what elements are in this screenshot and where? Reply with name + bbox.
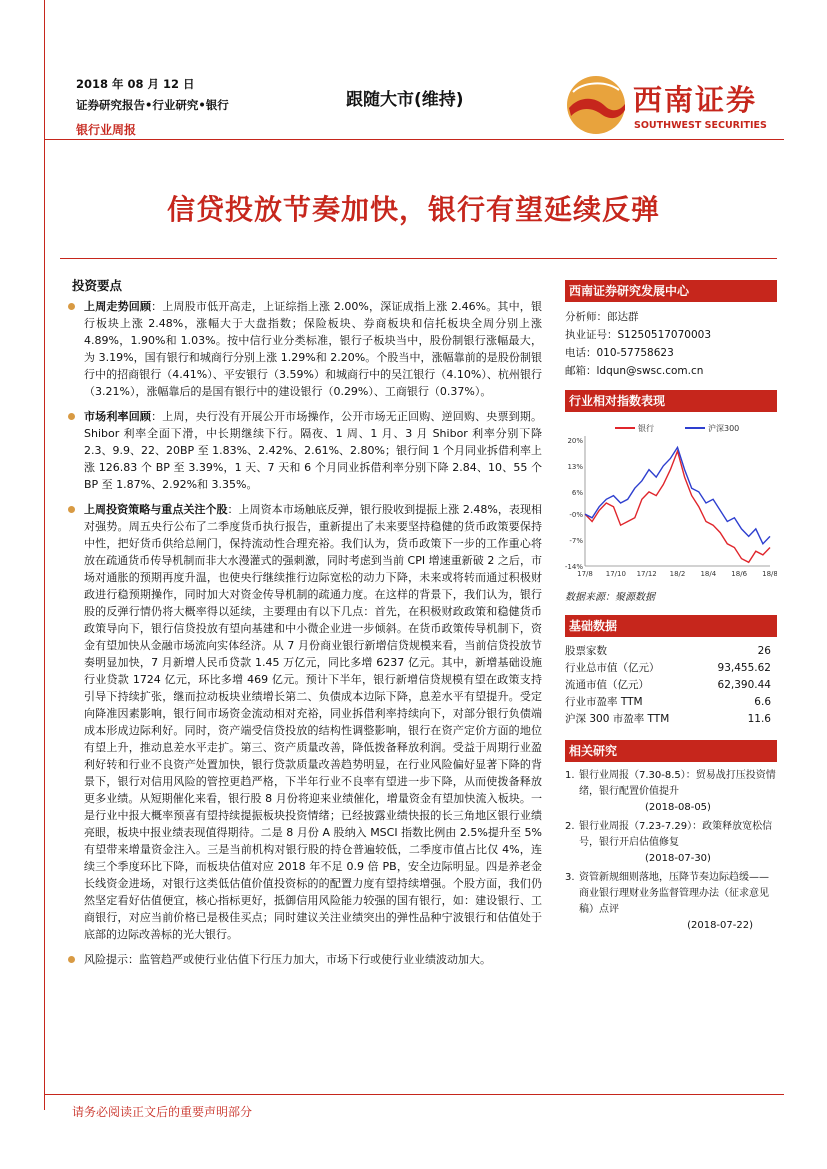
x-tick-label: 17/10 bbox=[605, 570, 626, 578]
analyst-phone: 电话：010-57758623 bbox=[565, 347, 674, 359]
related-research-date: (2018-07-22) bbox=[687, 920, 753, 931]
x-tick-label: 17/8 bbox=[577, 570, 593, 578]
bullet-icon bbox=[68, 303, 75, 310]
related-research-list bbox=[565, 768, 777, 934]
report-type: 证券研究报告•行业研究•银行 bbox=[76, 98, 229, 112]
paragraph-text: ：上周资本市场触底反弹，银行股收到提振上涨 2.48%，表现相对强势。周五央行公布了二季度货币执行报告，重新提出了未来要坚持稳健的货币政策要保持中性，把好货币供给总闸门，保持流动性合理充裕。我们认为，货币政策下一步的工作重心将放在疏通货币传导机制而非大水漫灌式的强刺激，同时考虑到当前 CPI 增速重新破 2 之后，市场对通胀的预期再度升温，也使央行继续推行边际宽松的动力下降，未来或将转而通过积极财政进行稳预期操作，同时加大对资金传导机制的疏通力度。在这样的背景下，我们认为，银行股的反弹行情仍将大概率得以延续，主要理由有以下几点：首先，在积极财政政策和稳健货币政策导向下，银行信贷投放有望向基建和中小微企业进一步倾斜。在货币政策传导机制下，资金有望加快从金融市场流向实体经济。从 7 月份商业银行新增信贷规模来看，当前信贷投放节奏明显加快，7 月新增人民币贷款 1.45 万亿元，同比多增 6237 亿元。其中，新增基础设施行业贷款 1724 亿元，环比多增 469 亿元。预计下半年，银行新增信贷规模有望在政策支持引导下持续扩张，继而拉动板块业绩增长第二、负债成本边际下降，息差水平有望提升。受定向降准因素影响，银行间市场资金流动相对充裕，同业拆借利率持续向下，对部分银行负债端成本形成边际利好。同时，资产端受信贷投放的结构性调整影响，银行在资产定价方面的地位有望上升，推动息差水平走扩。第三、资产质量改善，降低拨备释放利润。受益于周期行业盈利好转和行业不良资产处置加快，银行贷款质量改善趋势明显，在行业风险偏好显著下降的背景下，银行对信用风险的管控更趋严格，下半年行业不良率有望进一步下降，从而使拨备释放更多业绩。从短期催化来看，银行股 8 月份将迎来业绩催化，增量资金有望加快流入板块。一是行业中报大概率预喜有望持续提振板块投资情绪；已经披露业绩快报的长三角地区银行业绩亮眼，板块中报业绩表现值得期待。二是 8 月份 A 股纳入 MSCI 指数比例由 2.5%提升至 5%有望带来增量资金注入。三是当前机构对银行股的持仓普遍较低，二季度市值占比仅 4%，连续三个季度环比下降，而板块估值对应 2018 年不足 0.9 倍 PB，安全边际明显。四是养老金长线资金进场，对银行这类低估值价值投资标的的配置力度有望持续增强。个股方面，我们仍然坚定看好估值便宜，核心指标更好，抵御信用风险能力较强的国有银行，如：建设银行、工商银行，对应当前价格已是极佳买点；同时建议关注业绩突出的弹性品种宁波银行和估值处于底部的边际改善标的光大银行。 bbox=[84, 503, 542, 941]
basic-data-label: 沪深 300 市盈率 TTM bbox=[565, 713, 670, 725]
report-date: 2018 年 08 月 12 日 bbox=[76, 77, 195, 91]
paragraph-strategy bbox=[72, 501, 542, 943]
y-tick-label: 6% bbox=[571, 488, 583, 497]
basic-data-label: 股票家数 bbox=[565, 645, 607, 657]
paragraph-text: 风险提示：监管趋严或使行业估值下行压力加大，市场下行或使行业业绩波动加大。 bbox=[84, 953, 491, 966]
analyst-email[interactable]: 邮箱：ldqun@swsc.com.cn bbox=[565, 365, 704, 377]
x-tick-label: 18/8 bbox=[762, 570, 777, 578]
report-series: 银行业周报 bbox=[76, 123, 137, 137]
basic-data-table bbox=[565, 643, 777, 728]
related-research-date: (2018-07-30) bbox=[645, 853, 711, 864]
basic-data-value: 11.6 bbox=[747, 713, 771, 725]
paragraph-label: 上周投资策略与重点关注个股 bbox=[84, 503, 228, 516]
x-tick-label: 18/4 bbox=[700, 570, 717, 578]
y-tick-label: 13% bbox=[567, 462, 583, 471]
legend-label: 银行 bbox=[638, 424, 654, 433]
index-chart bbox=[565, 418, 777, 588]
footer-disclaimer: 请务必阅读正文后的重要声明部分 bbox=[72, 1105, 253, 1119]
basic-data-label: 流通市值（亿元） bbox=[565, 679, 649, 691]
research-center-heading: 西南证券研究发展中心 bbox=[565, 280, 777, 302]
header-rule bbox=[44, 139, 784, 140]
related-research-date: (2018-08-05) bbox=[645, 802, 711, 813]
footer-rule bbox=[44, 1094, 784, 1095]
legend-label: 沪深300 bbox=[708, 424, 740, 433]
related-research-item[interactable] bbox=[565, 768, 777, 816]
series-line bbox=[585, 447, 770, 543]
basic-data-value: 6.6 bbox=[754, 696, 771, 708]
title-rule bbox=[60, 258, 777, 259]
page-title: 信贷投放节奏加快，银行有望延续反弹 bbox=[166, 193, 660, 226]
paragraph-rate-review bbox=[72, 408, 542, 493]
basic-data-value: 26 bbox=[757, 645, 771, 657]
basic-data-row bbox=[565, 660, 777, 677]
related-research-title: 银行业周报（7.23-7.29）：政策释放宽松信号，银行开启估值修复 bbox=[579, 821, 773, 848]
left-margin-rule bbox=[44, 0, 45, 1110]
investment-points bbox=[72, 276, 542, 976]
related-research-number: 2. bbox=[565, 821, 575, 832]
related-research-number: 3. bbox=[565, 872, 575, 883]
paragraph-text: ：上周，央行没有开展公开市场操作，公开市场无正回购、逆回购、央票到期。Shibor 利率全面下滑，中长期继续下行。隔夜、1 周、1 月、3 月 Shibor 利率分别下降 2.3、9.9、22、20BP 至 1.83%、2.42%、2.61%、2.80%；银行间 1 个月同业拆借利率上涨 126.83 个 BP 至 3.39%，1 天、7 天和 6 个月同业拆借利率分别下降 2.84、10、55 个 BP 至 1.87%、2.92%和 3.35%。 bbox=[84, 410, 543, 491]
index-chart-heading: 行业相对指数表现 bbox=[565, 390, 777, 412]
y-tick-label: 20% bbox=[567, 437, 583, 445]
basic-data-row bbox=[565, 643, 777, 660]
sidebar bbox=[565, 280, 777, 937]
paragraph-label: 市场利率回顾 bbox=[84, 410, 152, 423]
basic-data-label: 行业总市值（亿元） bbox=[565, 662, 660, 674]
related-research-item[interactable] bbox=[565, 870, 777, 934]
investment-heading: 投资要点 bbox=[72, 278, 123, 293]
basic-data-row bbox=[565, 711, 777, 728]
basic-data-row bbox=[565, 694, 777, 711]
basic-data-label: 行业市盈率 TTM bbox=[565, 696, 643, 708]
analyst-name: 分析师：郎达群 bbox=[565, 311, 639, 323]
basic-data-heading: 基础数据 bbox=[565, 615, 777, 637]
analyst-license: 执业证号：S1250517070003 bbox=[565, 329, 712, 341]
y-tick-label: -14% bbox=[565, 563, 583, 571]
logo-emblem-icon bbox=[565, 74, 627, 136]
index-line-chart bbox=[565, 418, 777, 588]
rating: 跟随大市(维持) bbox=[346, 90, 464, 110]
basic-data-row bbox=[565, 677, 777, 694]
y-tick-label: -0% bbox=[569, 511, 583, 520]
related-research-title: 银行业周报（7.30-8.5）：贸易战打压投资情绪，银行配置价值提升 bbox=[579, 770, 776, 797]
logo-english-name: SOUTHWEST SECURITIES bbox=[634, 120, 767, 131]
related-research-number: 1. bbox=[565, 770, 575, 781]
bullet-icon bbox=[68, 413, 75, 420]
x-tick-label: 18/2 bbox=[669, 570, 686, 578]
basic-data-value: 93,455.62 bbox=[717, 662, 771, 674]
y-tick-label: -7% bbox=[569, 537, 583, 546]
company-logo bbox=[565, 74, 775, 136]
related-research-title: 资管新规细则落地，压降节奏边际趋缓——商业银行理财业务监督管理办法（征求意见稿）点评 bbox=[579, 872, 769, 915]
x-tick-label: 18/6 bbox=[731, 570, 748, 578]
paragraph-weekly-review bbox=[72, 298, 542, 400]
basic-data-value: 62,390.44 bbox=[717, 679, 771, 691]
related-research-heading: 相关研究 bbox=[565, 740, 777, 762]
bullet-icon bbox=[68, 506, 75, 513]
paragraph-text: ：上周股市低开高走，上证综指上涨 2.00%，深证成指上涨 2.46%。其中，银行板块上涨 2.48%，涨幅大于大盘指数；保险板块、券商板块和信托板块全周分别上涨 4.89%，1.90%和 1.03%。按中信行业分类标准，银行子板块当中，股份制银行涨幅最大，为 3.19%，国有银行和城商行分别上涨 1.29%和 2.20%。个股当中，涨幅靠前的是股份制银行中的招商银行（4.41%）、平安银行（3.59%）和城商行中的吴江银行（4.10%）、杭州银行（3.21%），涨幅靠后的是国有银行中的建设银行（0.29%）、工商银行（0.37%）。 bbox=[84, 300, 542, 398]
bullet-icon bbox=[68, 956, 75, 963]
chart-source: 数据来源：聚源数据 bbox=[565, 592, 655, 603]
related-research-item[interactable] bbox=[565, 819, 777, 867]
paragraph-risk bbox=[72, 951, 542, 968]
analyst-info bbox=[565, 308, 777, 380]
series-line bbox=[585, 451, 770, 562]
x-tick-label: 17/12 bbox=[636, 570, 657, 578]
paragraph-label: 上周走势回顾 bbox=[84, 300, 152, 313]
logo-chinese-name: 西南证券 bbox=[633, 83, 758, 117]
